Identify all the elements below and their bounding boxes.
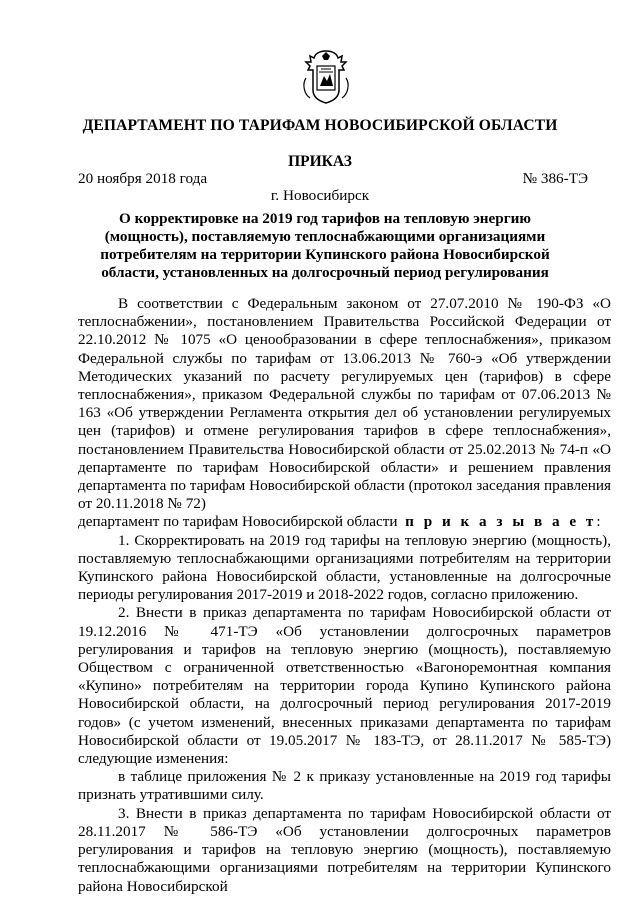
order-title: О корректировке на 2019 год тарифов на тепловую энергию (мощность), поставляемую теплоснабжающими организациями потребителям на территории Купинского района Новосибирской области, установленных на долгосрочный период регулирования <box>100 210 550 281</box>
order-date: 20 ноября 2018 года <box>78 170 208 187</box>
orders-word: п р и к а з ы в а е т <box>405 513 597 531</box>
document-type: ПРИКАЗ <box>288 153 352 170</box>
orders-colon: : <box>596 513 601 531</box>
item-paragraph: 1. Скорректировать на 2019 год тарифы на тепловую энергию (мощность), поставляемую теплоснабжающими организациями потребителям на территории Купинского района Новосибирской области, установленные на долгосрочные периоды регулирования 2017-2019 и 2018-2022 годов, согласно приложению. <box>78 531 611 604</box>
preamble-paragraph: В соответствии с Федеральным законом от 27.07.2010 № 190-ФЗ «О теплоснабжении», постановлением Правительства Российской Федерации от 22.10.2012 № 1075 «О ценообразовании в сфере теплоснабжения», приказом Федеральной службы по тарифам от 13.06.2013 № 760-э «Об утверждении Методических указаний по расчету регулируемых цен (тарифов) в сфере теплоснабжения», приказом Федеральной службы по тарифам от 07.06.2013 № 163 «Об утверждении Регламента открытия дел об установлении регулируемых цен (тарифов) и отмене регулирования тарифов в сфере теплоснабжения», постановлением Правительства Новосибирской области от 25.02.2013 № 74-п «О департаменте по тарифам Новосибирской области» и решением правления департамента по тарифам Новосибирской области (протокол заседания правления от 20.11.2018 № 72) <box>78 295 611 513</box>
department-name: ДЕПАРТАМЕНТ ПО ТАРИФАМ НОВОСИБИРСКОЙ ОБЛАСТИ <box>82 117 558 134</box>
order-city: г. Новосибирск <box>270 187 370 204</box>
order-body <box>78 295 611 896</box>
item-paragraph: в таблице приложения № 2 к приказу установленные на 2019 год тарифы признать утратившими силу. <box>78 768 611 804</box>
coat-of-arms-icon <box>300 48 352 104</box>
orders-line <box>78 513 611 531</box>
orders-lead: департамент по тарифам Новосибирской области <box>78 513 398 531</box>
order-number: № 386-ТЭ <box>522 170 588 187</box>
item-paragraph: 2. Внести в приказ департамента по тарифам Новосибирской области от 19.12.2016 № 471-ТЭ «Об установлении долгосрочных параметров регулирования и тарифов на тепловую энергию (мощность), поставляемую Обществом с ограниченной ответственностью «Вагоноремонтная компания «Купино» потребителям на территории города Купино Купинского района Новосибирской области, на долгосрочный период регулирования 2017-2019 годов» (с учетом изменений, внесенных приказами департамента по тарифам Новосибирской области от 19.05.2017 № 183-ТЭ, от 28.11.2017 № 585-ТЭ) следующие изменения: <box>78 604 611 768</box>
item-paragraph: 3. Внести в приказ департамента по тарифам Новосибирской области от 28.11.2017 № 586-ТЭ «Об установлении долгосрочных параметров регулирования и тарифов на тепловую энергию (мощность), поставляемую теплоснабжающими организациями потребителям на территории Купинского района Новосибирской <box>78 804 611 895</box>
